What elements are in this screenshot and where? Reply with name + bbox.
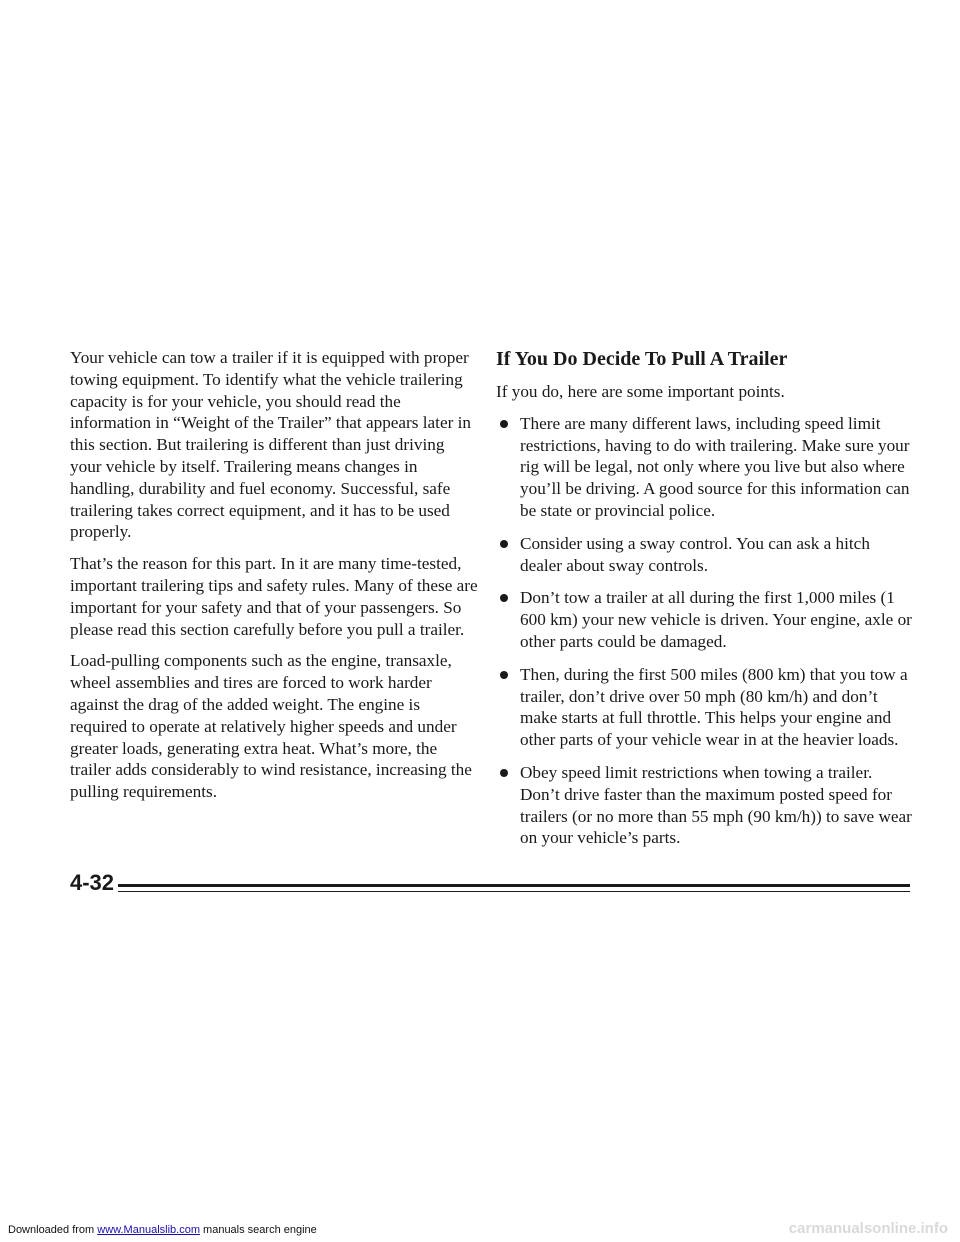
bullet-icon — [500, 540, 508, 548]
list-item — [496, 762, 916, 849]
list-item-text: Consider using a sway control. You can ask a hitch dealer about sway controls. — [520, 533, 870, 575]
download-note-prefix: Downloaded from — [8, 1224, 98, 1236]
bullet-icon — [500, 594, 508, 602]
bullet-icon — [500, 769, 508, 777]
intro-text: If you do, here are some important points. — [496, 382, 785, 401]
list-item-text: Then, during the first 500 miles (800 km) that you tow a trailer, don’t drive over 50 mph (80 km/h) and don’t make starts at full throttle. This helps your engine and other parts of your vehicle wear in at the heavier loads. — [520, 664, 908, 750]
list-item — [496, 413, 916, 522]
list-item — [496, 664, 916, 751]
left-column — [70, 347, 480, 813]
list-item-text: Obey speed limit restrictions when towing a trailer. Don’t drive faster than the maximum posted speed for trailers (or no more than 55 mph (90 km/h)) to save wear on your vehicle’s parts. — [520, 762, 912, 848]
manualslib-link[interactable]: www.Manualslib.com — [97, 1224, 200, 1236]
list-item — [496, 533, 916, 577]
bullet-icon — [500, 671, 508, 679]
paragraph-load-pulling: Load-pulling components such as the engine, transaxle, wheel assemblies and tires are forced to work harder against the drag of the added weight. The engine is required to operate at relatively higher speeds and under greater loads, generating extra heat. What’s more, the trailer adds considerably to wind resistance, increasing the pulling requirements. — [70, 651, 472, 802]
download-note — [8, 1224, 317, 1236]
bullet-list — [496, 413, 916, 849]
paragraph-reason: That’s the reason for this part. In it are many time-tested, important trailering tips and safety rules. Many of these are important for your safety and that of your passengers. So please read this section carefully before you pull a trailer. — [70, 554, 478, 639]
bullet-icon — [500, 420, 508, 428]
right-column — [496, 347, 916, 860]
list-item-text: There are many different laws, including speed limit restrictions, having to do with trailering. Make sure your rig will be legal, not only where you live but also where you’ll be driving. A good source for this information can be state or provincial police. — [520, 413, 910, 520]
footer-rule-thin — [118, 891, 910, 892]
list-item-text: Don’t tow a trailer at all during the first 1,000 miles (1 600 km) your new vehicle is driven. Your engine, axle or other parts could be damaged. — [520, 588, 912, 651]
paragraph-intro: Your vehicle can tow a trailer if it is equipped with proper towing equipment. To identify what the vehicle trailering capacity is for your vehicle, you should read the information in “Weight of the Trailer” that appears later in this section. But trailering is different than just driving your vehicle by itself. Trailering means changes in handling, durability and fuel economy. Successful, safe trailering takes correct equipment, and it has to be used properly. — [70, 348, 471, 542]
page-number: 4-32 — [70, 870, 115, 895]
watermark: carmanualsonline.info — [788, 1220, 948, 1237]
section-heading: If You Do Decide To Pull A Trailer — [496, 348, 788, 370]
list-item — [496, 587, 916, 652]
footer-rule-thick — [118, 884, 910, 887]
download-note-suffix: manuals search engine — [199, 1224, 317, 1236]
